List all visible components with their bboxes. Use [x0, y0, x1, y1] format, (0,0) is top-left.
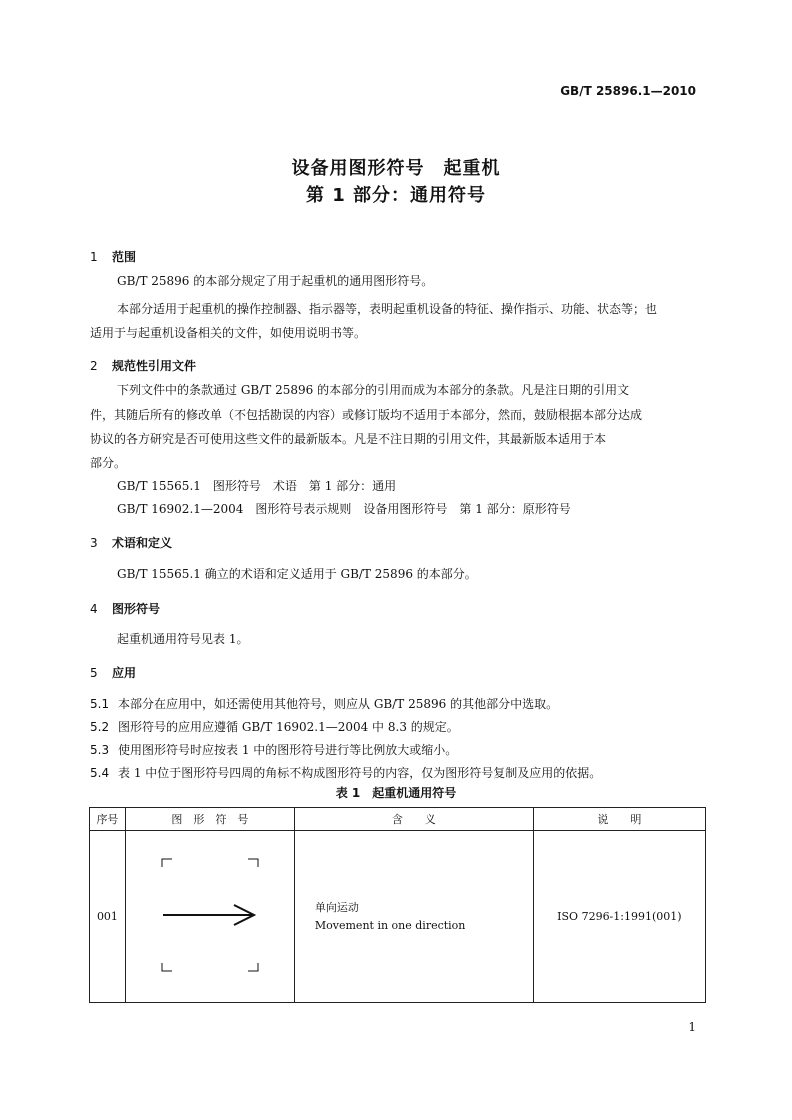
clause-number: 5.4 — [90, 766, 110, 780]
column-header-meaning: 含 义 — [294, 808, 533, 831]
section-heading-1 — [90, 248, 136, 265]
section-title: 应用 — [112, 666, 137, 680]
paragraph: 件，其随后所有的修改单（不包括勘误的内容）或修订版均不适用于本部分，然而，鼓励根据本部分达成 — [90, 408, 643, 422]
symbol-table — [89, 807, 706, 1003]
column-header-symbol: 图 形 符 号 — [125, 808, 294, 831]
paragraph: 协议的各方研究是否可使用这些文件的最新版本。凡是不注日期的引用文件，其最新版本适用于本 — [90, 432, 607, 446]
column-header-note: 说 明 — [533, 808, 705, 831]
arrow-right-icon — [126, 831, 294, 999]
clause-number: 5.3 — [90, 743, 110, 757]
table-row — [90, 831, 706, 1003]
section-number: 5 — [90, 666, 98, 680]
paragraph: 起重机通用符号见表 1。 — [117, 632, 249, 646]
section-number: 3 — [90, 536, 98, 550]
note-cell: ISO 7296-1:1991(001) — [533, 831, 705, 1003]
section-heading-5 — [90, 664, 136, 681]
standard-number: GB/T 25896.1—2010 — [560, 84, 696, 98]
meaning-chinese: 单向运动 — [314, 900, 359, 914]
reference-item: GB/T 16902.1—2004 图形符号表示规则 设备用图形符号 第 1 部分：原形符号 — [117, 502, 571, 516]
paragraph: 本部分适用于起重机的操作控制器、指示器等，表明起重机设备的特征、操作指示、功能、状态等；也 — [117, 302, 658, 316]
section-title: 术语和定义 — [112, 536, 173, 550]
paragraph: 适用于与起重机设备相关的文件，如使用说明书等。 — [90, 326, 367, 340]
page-number: 1 — [688, 1020, 696, 1034]
section-number: 1 — [90, 250, 98, 264]
reference-item: GB/T 15565.1 图形符号 术语 第 1 部分：通用 — [117, 479, 397, 493]
paragraph: GB/T 15565.1 确立的术语和定义适用于 GB/T 25896 的本部分。 — [117, 567, 477, 581]
table-header-row — [90, 808, 706, 831]
clause-text: 本部分在应用中，如还需使用其他符号，则应从 GB/T 25896 的其他部分中选取。 — [118, 697, 559, 711]
paragraph: 下列文件中的条款通过 GB/T 25896 的本部分的引用而成为本部分的条款。凡是注日期的引用文 — [117, 383, 630, 397]
symbol-cell — [125, 831, 294, 1003]
column-header-no: 序号 — [90, 808, 126, 831]
clause-item — [90, 764, 705, 781]
section-title: 图形符号 — [112, 602, 161, 616]
paragraph: 部分。 — [90, 456, 127, 470]
meaning-english: Movement in one direction — [314, 918, 466, 932]
clause-text: 使用图形符号时应按表 1 中的图形符号进行等比例放大或缩小。 — [118, 743, 458, 757]
section-number: 4 — [90, 602, 98, 616]
section-title: 范围 — [112, 250, 137, 264]
row-number: 001 — [90, 831, 126, 1003]
paragraph: GB/T 25896 的本部分规定了用于起重机的通用图形符号。 — [117, 274, 434, 288]
document-subtitle: 第 1 部分：通用符号 — [305, 185, 487, 206]
section-heading-2 — [90, 357, 196, 374]
clause-item — [90, 718, 705, 735]
clause-item — [90, 695, 705, 712]
clause-text: 图形符号的应用应遵循 GB/T 16902.1—2004 中 8.3 的规定。 — [118, 720, 459, 734]
section-heading-3 — [90, 534, 172, 551]
clause-text: 表 1 中位于图形符号四周的角标不构成图形符号的内容，仅为图形符号复制及应用的依据。 — [118, 766, 602, 780]
meaning-cell — [294, 831, 533, 1003]
clause-number: 5.2 — [90, 720, 110, 734]
section-number: 2 — [90, 359, 98, 373]
section-heading-4 — [90, 600, 160, 617]
clause-item — [90, 741, 705, 758]
table-caption: 表 1 起重机通用符号 — [335, 786, 457, 800]
document-title: 设备用图形符号 起重机 — [291, 158, 501, 179]
section-title: 规范性引用文件 — [112, 359, 197, 373]
clause-number: 5.1 — [90, 697, 110, 711]
